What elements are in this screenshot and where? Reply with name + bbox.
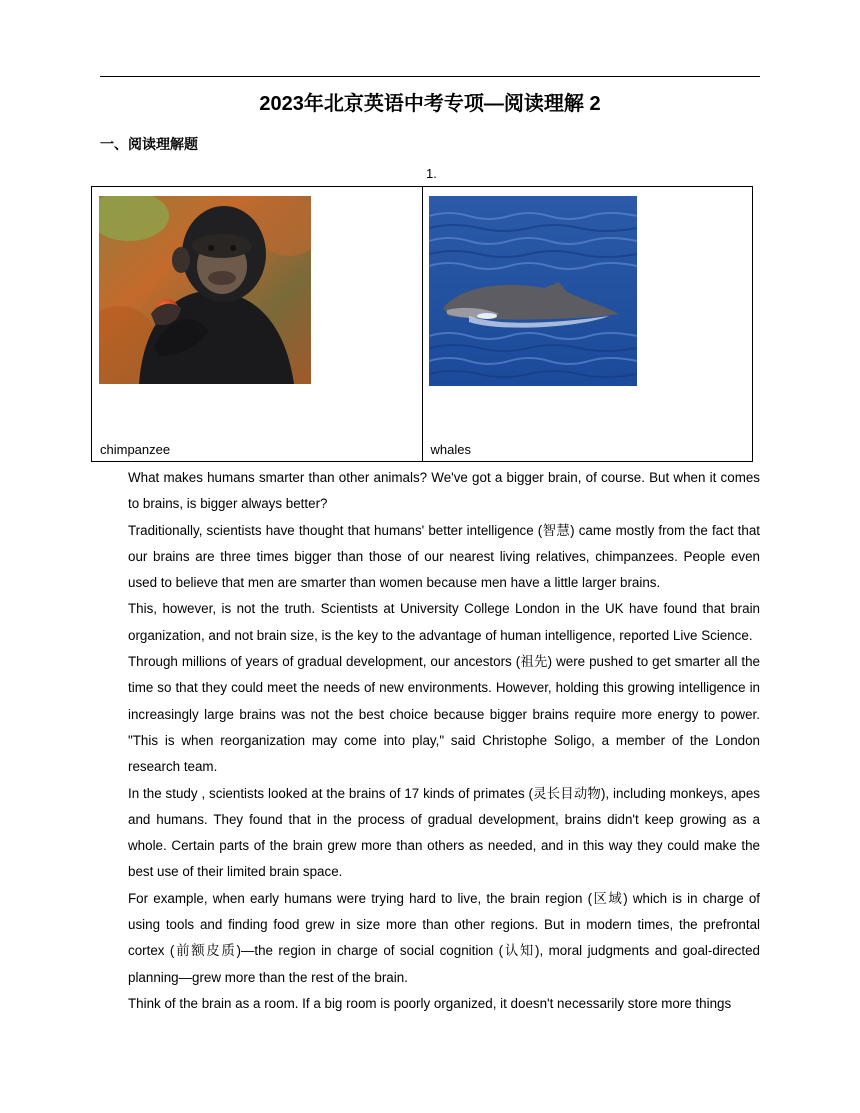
page-title: 2023年北京英语中考专项—阅读理解 2 [259, 93, 601, 115]
image-cell-chimpanzee [92, 187, 422, 461]
image-cell-whales [422, 187, 753, 461]
section-heading: 一、阅读理解题 [100, 136, 198, 152]
image-caption: whales [430, 442, 471, 457]
passage-paragraph: For example, when early humans were trying hard to live, the brain region (区域) which is in charge of using tools and finding food grew in size more than other regions. But in modern times, the prefrontal cortex (前额皮质)—the region in charge of social cognition (认知), moral judgments and goal-directed planning—grew more than the rest of the brain. [128, 890, 760, 985]
image-caption: chimpanzee [100, 442, 171, 457]
passage-paragraph: Traditionally, scientists have thought that humans' better intelligence (智慧) came mostly from the fact that our brains are three times bigger than those of our nearest living relatives, chimpanzees. People even used to believe that men are smarter than women because men have a little larger brains. [128, 522, 760, 591]
passage-paragraph: What makes humans smarter than other animals? We've got a bigger brain, of course. But when it comes to brains, is bigger always better? [128, 470, 760, 512]
passage [128, 465, 760, 1017]
passage-paragraph: Think of the brain as a room. If a big room is poorly organized, it doesn't necessarily store more things [128, 995, 732, 1011]
passage-paragraph: Through millions of years of gradual development, our ancestors (祖先) were pushed to get smarter all the time so that they could meet the needs of new environments. However, holding this growing intelligence in increasingly large brains was not the best choice because bigger brains require more energy to power. "This is when reorganization may come into play," said Christophe Soligo, a member of the London research team. [128, 654, 760, 775]
whale-photo [429, 196, 637, 386]
chimpanzee-photo [99, 196, 311, 384]
question-number: 1. [426, 166, 437, 181]
header-rule [100, 76, 760, 77]
image-table [91, 186, 753, 462]
passage-paragraph: In the study , scientists looked at the brains of 17 kinds of primates (灵长目动物), including monkeys, apes and humans. They found that in the process of gradual development, brains didn't keep growing as a whole. Certain parts of the brain grew more than others as needed, and in this way they could make the best use of their limited brain space. [128, 785, 760, 880]
passage-paragraph: This, however, is not the truth. Scientists at University College London in the UK have found that brain organization, and not brain size, is the key to the advantage of human intelligence, reported Live Science. [128, 601, 760, 643]
